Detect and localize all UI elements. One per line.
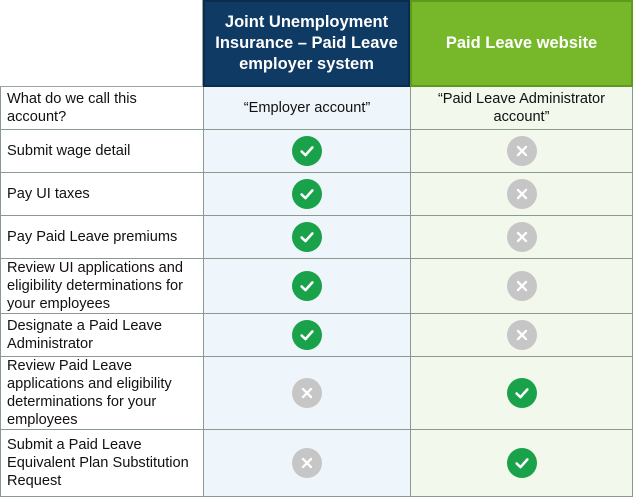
row-label: Pay UI taxes (0, 173, 203, 216)
row-label: Review UI applications and eligibility determinations for your employees (0, 259, 203, 314)
x-circle-icon (507, 136, 537, 166)
table-corner (0, 0, 203, 87)
check-circle-icon (507, 448, 537, 478)
row-label: What do we call this account? (0, 87, 203, 130)
x-circle-icon (507, 320, 537, 350)
employer-system-cell (203, 357, 410, 430)
check-circle-icon (292, 222, 322, 252)
row-label: Designate a Paid Leave Administrator (0, 314, 203, 357)
employer-system-cell (203, 87, 410, 130)
header-paid-leave-website: Paid Leave website (410, 0, 633, 87)
employer-system-cell (203, 216, 410, 259)
paid-leave-website-cell (410, 430, 633, 497)
row-label: Submit a Paid Leave Equivalent Plan Substitution Request (0, 430, 203, 497)
x-circle-icon (507, 222, 537, 252)
paid-leave-website-cell (410, 216, 633, 259)
paid-leave-website-cell (410, 357, 633, 430)
check-circle-icon (292, 179, 322, 209)
x-circle-icon (507, 179, 537, 209)
paid-leave-website-cell (410, 87, 633, 130)
paid-leave-website-cell (410, 259, 633, 314)
account-name-text: “Employer account” (243, 100, 371, 116)
check-circle-icon (292, 271, 322, 301)
check-circle-icon (292, 320, 322, 350)
row-label: Review Paid Leave applications and eligibility determinations for your employees (0, 357, 203, 430)
paid-leave-website-cell (410, 130, 633, 173)
employer-system-cell (203, 430, 410, 497)
row-label: Submit wage detail (0, 130, 203, 173)
x-circle-icon (292, 378, 322, 408)
employer-system-cell (203, 314, 410, 357)
row-label: Pay Paid Leave premiums (0, 216, 203, 259)
account-name-text: “Paid Leave Administrator account” (437, 91, 606, 125)
employer-system-cell (203, 173, 410, 216)
header-employer-system: Joint Unemployment Insurance – Paid Leave employer system (203, 0, 410, 87)
employer-system-cell (203, 259, 410, 314)
x-circle-icon (507, 271, 537, 301)
paid-leave-website-cell (410, 173, 633, 216)
paid-leave-website-cell (410, 314, 633, 357)
x-circle-icon (292, 448, 322, 478)
check-circle-icon (507, 378, 537, 408)
check-circle-icon (292, 136, 322, 166)
employer-system-cell (203, 130, 410, 173)
